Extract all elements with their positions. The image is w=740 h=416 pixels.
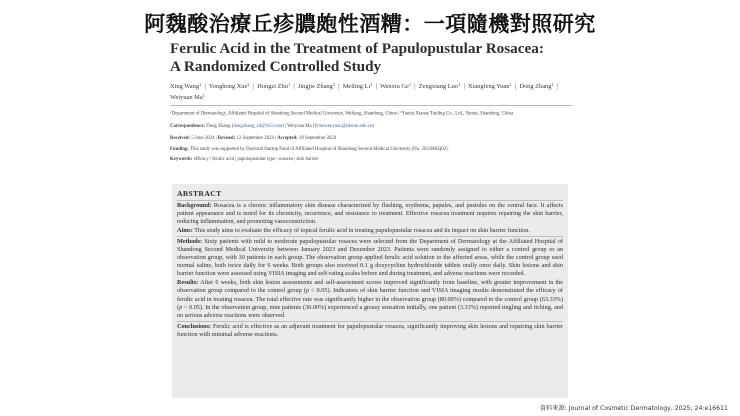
divider [177, 236, 563, 237]
author-name: Jingjie Zhang [297, 83, 333, 90]
divider [177, 200, 563, 201]
funding-text: This study was supported by Doctoral Startup Fund of Affiliated Hospital of Shandong Second Medical University (No. 2021BKQ02). [190, 146, 449, 152]
author [209, 83, 250, 90]
received-label: Received: [170, 136, 190, 142]
accepted-date: 18 September 2024 [298, 136, 337, 142]
affiliation-marker: 1 [170, 110, 172, 114]
results-label: Results: [177, 279, 199, 287]
correspondence-text: Dong Zhang ( [206, 123, 234, 129]
email-link-1[interactable]: dongzhang_zd@163.com [233, 123, 283, 129]
divider [170, 105, 572, 106]
keywords [170, 157, 572, 163]
background-label: Background: [177, 202, 212, 209]
author-affiliation: 2 [247, 82, 250, 87]
affiliation-1: Department of Dermatology, Affiliated Hospital of Shandong Second Medical University, Weifang, Shandong, China [171, 111, 397, 117]
author-affiliation: 1 [370, 82, 373, 87]
methods-text: Sixty patients with mild to moderate papulopustular rosacea were selected from the Department of Dermatology at the Affiliated Hospital of Shandong Second Medical University between January 2023 and December 2023. Patients were randomly assigned to either a control group or an observation group, with 30 patients in each group. The observation group applied ferulic acid solution to the affected areas, while the control group used normal saline, both twice daily for 6 weeks. Both groups also received 0.1 g doxycycline hydrochloride tablets orally once daily. Skin lesions and skin barrier function were assessed using VISIA imaging and self-rating scales before and during treatment, and adverse reactions were recorded. [177, 238, 563, 278]
dates: Received: 5 June 2024 | Revised: 12 September 2024 | Accepted: 18 September 2024 [170, 136, 337, 142]
correspondence-label: Correspondence: [170, 123, 206, 129]
author-name: Dong Zhang [519, 83, 552, 90]
author-name: Hongzi Zhu [257, 83, 288, 90]
abstract-box [172, 184, 568, 398]
keywords-label: Keywords: [170, 157, 193, 163]
background-text: Rosacea is a chronic inflammatory skin disease characterized by flushing, erythema, papules, and pustules on the central face. It affects patient appearance and is noted for its chronicity, recurrence, and resistance to treatment. Effective rosacea treatment requires repairing the skin barrier, reducing inflammation, and promoting vasoconstriction. [177, 202, 564, 226]
author [298, 83, 335, 90]
abstract-heading: ABSTRACT [177, 189, 222, 198]
author-affiliation: 1 [551, 82, 554, 87]
author-affiliation: 1 [332, 82, 336, 87]
accepted-label: Accepted: [277, 136, 298, 142]
p-symbol: p [305, 287, 309, 295]
author-affiliation: 1 [458, 82, 461, 87]
aims-text: This study aims to evaluate the efficacy of topical ferulic acid in treating papulopustular rosacea and its impact on skin barrier function. [194, 227, 530, 235]
author [419, 83, 460, 90]
conclusions-label: Conclusions: [177, 322, 212, 330]
source-citation: 資料來源: Journal of Cosmetic Dermatology, 2025; 24:e16611 [539, 405, 728, 412]
author-affiliation: 1 [202, 93, 205, 98]
results-text-1: After 6 weeks, both skin lesion assessments and self-assessment scores improved significantly from baseline, with greater improvement in the observation group compared to the control group ( [177, 279, 563, 295]
abstract-conclusions [177, 323, 563, 339]
p-symbol: p [179, 303, 183, 311]
paper-header [170, 40, 572, 164]
abstract-methods [177, 238, 563, 278]
author-affiliation: 1 [287, 82, 291, 87]
received-date: 5 June 2024 [191, 136, 215, 142]
author [170, 83, 201, 90]
affiliations: $^1$Department of Dermatology, Affiliated Hospital of Shandong Second Medical University, Weifang, Shandong, China | $^2$Yantai Xianse Trading Co., Ltd., Yantai, Shandong, China [170, 110, 514, 117]
author [380, 83, 411, 90]
email-link-2[interactable]: fymawenyuan@sdsmu.edu.cn [314, 123, 373, 129]
methods-label: Methods: [177, 238, 203, 246]
divider [177, 321, 563, 322]
paper-title [170, 40, 572, 75]
author-list: Xing Wang$^1$ | Yonghong Xue$^2$ | Hongzi Zhu$^1$ | Jingjie Zhang$^1$ | Meiling Li$^1$ | Wenxiu Ge$^1$ | Zengxiang Luo$^1$ | Xiangfeng Yuan$^1$ | Dong Zhang$^1$ | Weiyuan Ma$^1$ [170, 82, 560, 101]
author [519, 83, 553, 90]
author-name: Weiyuan Ma [170, 94, 203, 101]
affiliation-marker: 2 [400, 110, 402, 114]
author [343, 83, 373, 90]
paper-title-line-2: A Randomized Controlled Study [170, 57, 382, 75]
results-text-3: < 0.05). In the observation group, nine patients (30.00%) experienced a greasy sensation initially, one patient (3.33%) reported tingling and itching, and no serious adverse reactions were observed. [177, 303, 563, 319]
author-name: Xiangfeng Yuan [467, 83, 510, 90]
author-affiliation: 1 [509, 82, 512, 87]
abstract-background [177, 202, 563, 226]
author-name: Xing Wang [170, 83, 200, 90]
author [257, 83, 290, 90]
author-name: Zengxiang Luo [418, 83, 459, 90]
revised-date: 12 September 2024 [236, 136, 274, 142]
correspondence-text: ) [372, 123, 374, 129]
slide-title: 阿魏酸治療丘疹膿皰性酒糟：一項隨機對照研究 [144, 12, 596, 36]
author-name: Wenxiu Ge [380, 83, 409, 90]
keywords-text: efficacy | ferulic acid | papulopustular type | rosacea | skin barrier [193, 157, 319, 163]
affiliation-2: Yantai Xianse Trading Co., Ltd., Yantai, Shandong, China [401, 111, 514, 117]
abstract-aims [177, 227, 563, 235]
revised-label: Revised: [217, 136, 236, 142]
funding-label: Funding: [170, 146, 189, 152]
author [468, 83, 512, 90]
aims-label: Aims: [177, 227, 193, 235]
correspondence-text: ) | Weiyuan Ma ( [282, 123, 315, 129]
abstract-results [177, 279, 563, 319]
paper-title-line-1: Ferulic Acid in the Treatment of Papulopustular Rosacea: [170, 40, 544, 57]
author-affiliation: 1 [408, 82, 412, 87]
conclusions-text: Ferulic acid is effective as an adjuvant treatment for papulopustular rosacea, significantly improving skin lesions and repairing skin barrier function with minimal adverse reactions. [177, 322, 564, 338]
results-text-2: < 0.05). Indicators of skin barrier function and VISIA imaging results demonstrated the efficacy of ferulic acid in treating rosacea. The total effective rate was significantly higher in the observation group (80.00%) compared to the control group (63.33%) ( [177, 287, 563, 311]
author-name: Meiling Li [342, 83, 371, 90]
author-affiliation: 1 [199, 82, 202, 87]
author-name: Yonghong Xue [208, 83, 248, 90]
author [170, 94, 205, 101]
